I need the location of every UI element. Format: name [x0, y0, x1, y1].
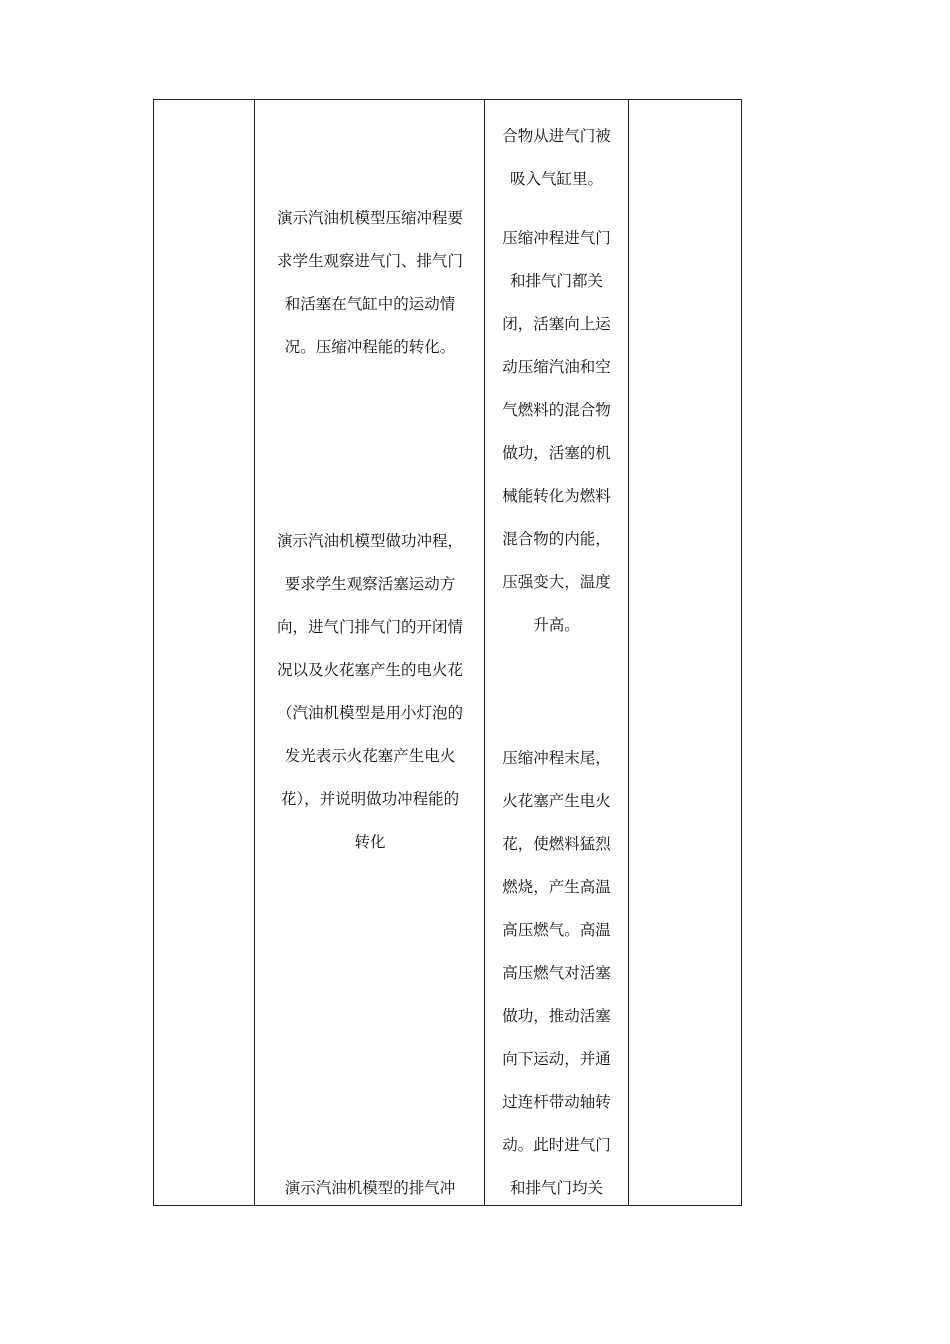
text-line: 压强变大，温度	[502, 573, 611, 591]
exhaust-demo-text	[255, 1167, 485, 1210]
column-divider-3	[628, 100, 629, 1205]
text-line: 求学生观察进气门、排气门	[276, 252, 463, 270]
text-line: 转化	[354, 833, 386, 851]
text-line: 气燃料的混合物	[502, 401, 611, 419]
text-line: 压缩冲程进气门	[502, 229, 611, 247]
text-line: 况以及火花塞产生的电火花	[276, 661, 463, 679]
text-line: 械能转化为燃料	[502, 487, 611, 505]
text-line: 吸入气缸里。	[509, 170, 603, 188]
text-line: 混合物的内能，	[502, 530, 611, 548]
text-line: 高压燃气对活塞	[502, 964, 611, 982]
text-line: 和排气门都关	[509, 272, 603, 290]
text-line: 演示汽油机模型做功冲程，	[276, 532, 463, 550]
text-line: 升高。	[533, 616, 580, 634]
text-line: 做功，推动活塞	[502, 1007, 611, 1025]
power-desc-text	[485, 737, 628, 1210]
text-line: 况。压缩冲程能的转化。	[284, 338, 456, 356]
text-line: 火花塞产生电火	[502, 792, 611, 810]
text-line: 燃烧，产生高温	[502, 878, 611, 896]
text-line: 发光表示火花塞产生电火	[284, 747, 456, 765]
compression-desc-text	[485, 217, 628, 647]
intake-tail-text	[485, 115, 628, 201]
text-line: 要求学生观察活塞运动方	[284, 575, 456, 593]
text-line: 和排气门均关	[509, 1179, 603, 1197]
text-line: 合物从进气门被	[502, 127, 611, 145]
text-line: 动。此时进气门	[502, 1136, 611, 1154]
text-line: 动压缩汽油和空	[502, 358, 611, 376]
power-demo-text	[255, 520, 485, 864]
text-line: 做功，活塞的机	[502, 444, 611, 462]
text-line: 过连杆带动轴转	[502, 1093, 611, 1111]
text-line: 向下运动，并通	[502, 1050, 611, 1068]
text-line: （汽油机模型是用小灯泡的	[276, 704, 463, 722]
text-line: 演示汽油机模型压缩冲程要	[276, 209, 463, 227]
text-line: 向，进气门排气门的开闭情	[276, 618, 463, 636]
text-line: 演示汽油机模型的排气冲	[284, 1179, 456, 1197]
text-line: 和活塞在气缸中的运动情	[284, 295, 456, 313]
text-line: 高压燃气。高温	[502, 921, 611, 939]
text-line: 花，使燃料猛烈	[502, 835, 611, 853]
text-line: 闭，活塞向上运	[502, 315, 611, 333]
text-line: 花），并说明做功冲程能的	[280, 790, 460, 808]
lesson-table	[153, 99, 742, 1206]
compression-demo-text	[255, 197, 485, 369]
text-line: 压缩冲程末尾，	[502, 749, 611, 767]
